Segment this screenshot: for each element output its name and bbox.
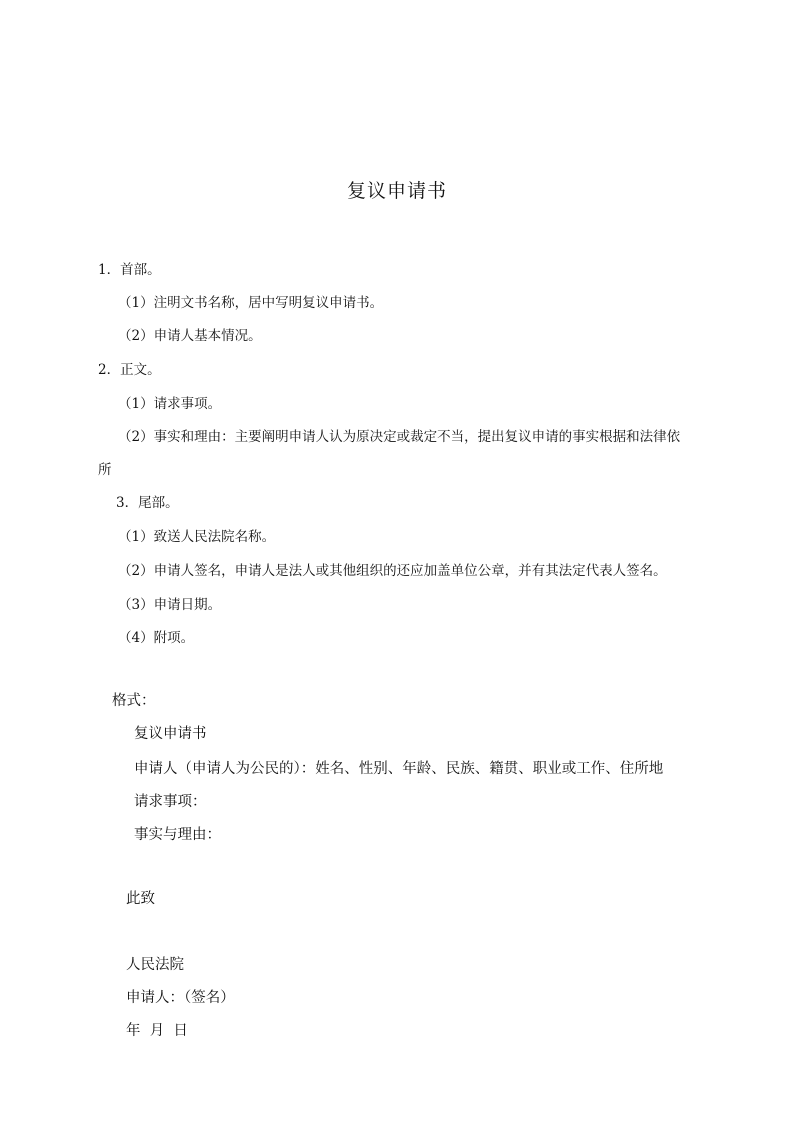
section-1-heading: 1．首部。 [98,262,161,278]
section-3-heading: 3．尾部。 [116,495,179,511]
format-label: 格式： [112,693,156,709]
section-3-item-4: （4）附项。 [118,630,195,646]
section-3-item-2: （2）申请人签名，申请人是法人或其他组织的还应加盖单位公章，并有其法定代表人签名。 [118,563,667,579]
format-court: 人民法院 [126,957,184,973]
format-date: 年 月 日 [126,1023,188,1039]
section-3-item-3: （3）申请日期。 [118,597,222,613]
section-2-item-1: （1）请求事项。 [118,396,222,412]
format-salutation: 此致 [126,891,155,907]
document-title: 复议申请书 [346,180,447,202]
section-3-item-1: （1）致送人民法院名称。 [118,529,276,545]
section-2-heading: 2．正文。 [98,362,161,378]
section-1-item-2: （2）申请人基本情况。 [118,328,262,344]
section-2-item-2: （2）事实和理由：主要阐明申请人认为原决定或裁定不当，提出复议申请的事实根据和法律依 [118,429,681,445]
format-applicant-line: 申请人（申请人为公民的）：姓名、性别、年龄、民族、籍贯、职业或工作、住所地 [134,761,664,777]
format-signature: 申请人：（签名） [126,990,235,1006]
format-facts-label: 事实与理由： [134,827,221,843]
section-1-item-1: （1）注明文书名称，居中写明复议申请书。 [118,295,384,311]
format-document-title: 复议申请书 [134,726,207,742]
section-2-item-2-continued: 所 [98,462,112,478]
format-request-label: 请求事项： [134,794,207,810]
